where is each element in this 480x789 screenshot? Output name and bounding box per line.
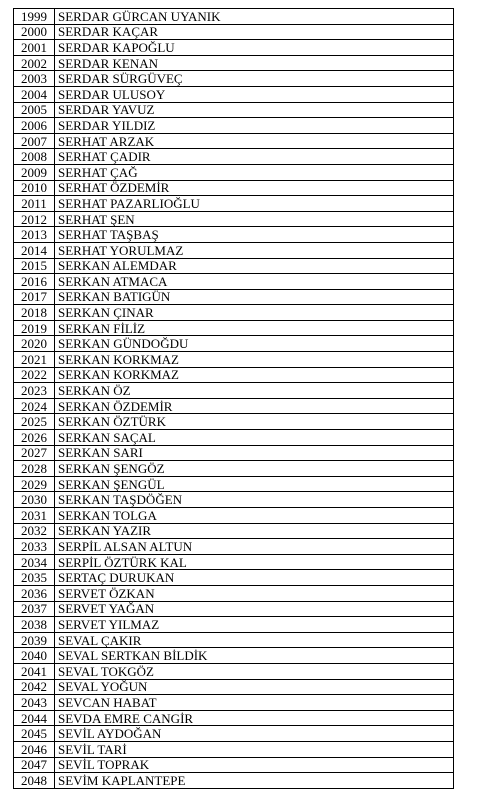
row-name: SERKAN YAZIR — [55, 523, 454, 539]
table-row — [14, 414, 454, 430]
table-row — [14, 133, 454, 149]
row-number: 2017 — [14, 289, 55, 305]
row-number: 2026 — [14, 430, 55, 446]
table-row — [14, 242, 454, 258]
table-row — [14, 585, 454, 601]
table-row — [14, 663, 454, 679]
table-row — [14, 445, 454, 461]
row-number: 2043 — [14, 695, 55, 711]
table-row — [14, 274, 454, 290]
table-row — [14, 726, 454, 742]
row-name: SERDAR KAÇAR — [55, 24, 454, 40]
table-row — [14, 289, 454, 305]
row-number: 2031 — [14, 508, 55, 524]
table-row — [14, 196, 454, 212]
row-number: 2035 — [14, 570, 55, 586]
table-row — [14, 352, 454, 368]
row-name: SERDAR KAPOĞLU — [55, 40, 454, 56]
row-number: 1999 — [14, 9, 55, 25]
table-row — [14, 648, 454, 664]
row-number: 2001 — [14, 40, 55, 56]
row-number: 2018 — [14, 305, 55, 321]
row-number: 2005 — [14, 102, 55, 118]
row-name: SERKAN ÖZDEMİR — [55, 398, 454, 414]
row-name: SEVDA EMRE CANGİR — [55, 710, 454, 726]
row-name: SERDAR GÜRCAN UYANIK — [55, 9, 454, 25]
row-number: 2004 — [14, 86, 55, 102]
row-name: SERVET YAĞAN — [55, 601, 454, 617]
row-number: 2021 — [14, 352, 55, 368]
name-list-table — [13, 8, 454, 789]
row-name: SERKAN TAŞDÖĞEN — [55, 492, 454, 508]
row-name: SERKAN ATMACA — [55, 274, 454, 290]
row-name: SERKAN ALEMDAR — [55, 258, 454, 274]
table-row — [14, 9, 454, 25]
row-name: SEVAL ÇAKIR — [55, 632, 454, 648]
row-name: SERKAN TOLGA — [55, 508, 454, 524]
name-list-body — [14, 9, 454, 789]
row-name: SERKAN KORKMAZ — [55, 352, 454, 368]
row-name: SERVET YILMAZ — [55, 617, 454, 633]
table-row — [14, 367, 454, 383]
row-number: 2045 — [14, 726, 55, 742]
row-name: SERKAN BATIGÜN — [55, 289, 454, 305]
table-row — [14, 476, 454, 492]
table-row — [14, 180, 454, 196]
table-row — [14, 398, 454, 414]
row-name: SERPİL ÖZTÜRK KAL — [55, 554, 454, 570]
row-name: SERHAT ÇADIR — [55, 149, 454, 165]
row-number: 2047 — [14, 757, 55, 773]
row-name: SERKAN ŞENGÜL — [55, 476, 454, 492]
row-name: SEVİL AYDOĞAN — [55, 726, 454, 742]
row-name: SERHAT ARZAK — [55, 133, 454, 149]
table-row — [14, 523, 454, 539]
row-name: SERKAN GÜNDOĞDU — [55, 336, 454, 352]
row-number: 2025 — [14, 414, 55, 430]
table-row — [14, 757, 454, 773]
row-number: 2029 — [14, 476, 55, 492]
row-name: SERDAR YILDIZ — [55, 118, 454, 134]
row-name: SEVİL TOPRAK — [55, 757, 454, 773]
row-number: 2036 — [14, 585, 55, 601]
row-name: SERKAN KORKMAZ — [55, 367, 454, 383]
row-name: SEVAL SERTKAN BİLDİK — [55, 648, 454, 664]
row-name: SEVAL YOĞUN — [55, 679, 454, 695]
table-row — [14, 227, 454, 243]
table-row — [14, 632, 454, 648]
table-row — [14, 164, 454, 180]
row-number: 2030 — [14, 492, 55, 508]
row-number: 2022 — [14, 367, 55, 383]
row-name: SERVET ÖZKAN — [55, 585, 454, 601]
row-number: 2032 — [14, 523, 55, 539]
row-number: 2012 — [14, 211, 55, 227]
table-row — [14, 149, 454, 165]
table-row — [14, 320, 454, 336]
row-name: SERHAT TAŞBAŞ — [55, 227, 454, 243]
row-number: 2009 — [14, 164, 55, 180]
row-number: 2037 — [14, 601, 55, 617]
table-row — [14, 554, 454, 570]
table-row — [14, 383, 454, 399]
table-row — [14, 461, 454, 477]
table-row — [14, 710, 454, 726]
table-row — [14, 741, 454, 757]
row-number: 2046 — [14, 741, 55, 757]
row-number: 2006 — [14, 118, 55, 134]
table-row — [14, 305, 454, 321]
row-number: 2014 — [14, 242, 55, 258]
row-name: SERHAT ÇAĞ — [55, 164, 454, 180]
row-number: 2011 — [14, 196, 55, 212]
table-row — [14, 430, 454, 446]
table-row — [14, 55, 454, 71]
table-row — [14, 508, 454, 524]
table-row — [14, 86, 454, 102]
table-row — [14, 773, 454, 789]
table-row — [14, 679, 454, 695]
table-row — [14, 102, 454, 118]
row-name: SERDAR ULUSOY — [55, 86, 454, 102]
row-number: 2042 — [14, 679, 55, 695]
row-number: 2041 — [14, 663, 55, 679]
row-name: SEVAL TOKGÖZ — [55, 663, 454, 679]
row-number: 2002 — [14, 55, 55, 71]
row-number: 2020 — [14, 336, 55, 352]
row-name: SERHAT ÖZDEMİR — [55, 180, 454, 196]
row-name: SERPİL ALSAN ALTUN — [55, 539, 454, 555]
row-number: 2016 — [14, 274, 55, 290]
row-name: SERTAÇ DURUKAN — [55, 570, 454, 586]
row-number: 2010 — [14, 180, 55, 196]
row-name: SERKAN SAÇAL — [55, 430, 454, 446]
row-number: 2040 — [14, 648, 55, 664]
row-name: SERHAT ŞEN — [55, 211, 454, 227]
row-name: SERHAT PAZARLIOĞLU — [55, 196, 454, 212]
table-row — [14, 539, 454, 555]
row-name: SERKAN ŞENGÖZ — [55, 461, 454, 477]
row-number: 2038 — [14, 617, 55, 633]
table-row — [14, 40, 454, 56]
row-name: SERKAN SARI — [55, 445, 454, 461]
row-number: 2028 — [14, 461, 55, 477]
row-number: 2007 — [14, 133, 55, 149]
row-name: SERHAT YORULMAZ — [55, 242, 454, 258]
table-row — [14, 336, 454, 352]
row-number: 2027 — [14, 445, 55, 461]
row-name: SERKAN ÖZTÜRK — [55, 414, 454, 430]
row-number: 2034 — [14, 554, 55, 570]
row-number: 2039 — [14, 632, 55, 648]
row-name: SEVİL TARİ — [55, 741, 454, 757]
row-number: 2003 — [14, 71, 55, 87]
row-number: 2033 — [14, 539, 55, 555]
row-number: 2019 — [14, 320, 55, 336]
row-number: 2024 — [14, 398, 55, 414]
row-name: SERKAN ÖZ — [55, 383, 454, 399]
table-row — [14, 258, 454, 274]
table-row — [14, 492, 454, 508]
row-name: SERKAN FİLİZ — [55, 320, 454, 336]
table-row — [14, 24, 454, 40]
table-row — [14, 71, 454, 87]
table-row — [14, 211, 454, 227]
row-name: SERDAR YAVUZ — [55, 102, 454, 118]
table-row — [14, 695, 454, 711]
table-row — [14, 601, 454, 617]
table-row — [14, 570, 454, 586]
row-number: 2015 — [14, 258, 55, 274]
row-name: SEVİM KAPLANTEPE — [55, 773, 454, 789]
table-row — [14, 617, 454, 633]
row-name: SERDAR SÜRGÜVEÇ — [55, 71, 454, 87]
row-name: SERDAR KENAN — [55, 55, 454, 71]
row-name: SERKAN ÇINAR — [55, 305, 454, 321]
row-name: SEVCAN HABAT — [55, 695, 454, 711]
row-number: 2013 — [14, 227, 55, 243]
row-number: 2008 — [14, 149, 55, 165]
row-number: 2000 — [14, 24, 55, 40]
row-number: 2023 — [14, 383, 55, 399]
row-number: 2044 — [14, 710, 55, 726]
table-row — [14, 118, 454, 134]
row-number: 2048 — [14, 773, 55, 789]
